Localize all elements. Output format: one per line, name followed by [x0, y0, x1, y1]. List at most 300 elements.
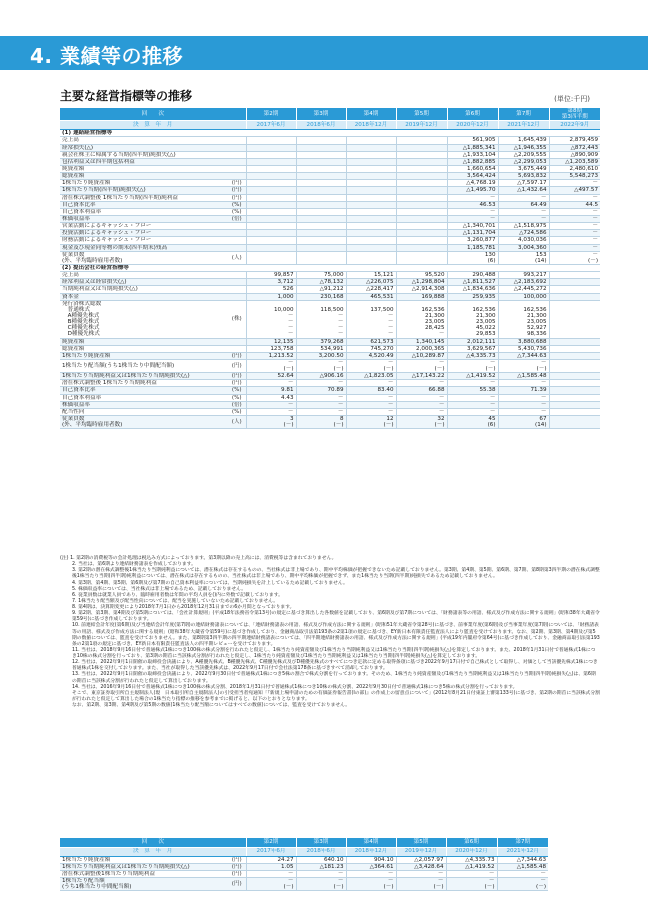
value-cell: [396, 173, 447, 180]
row-unit: (%): [228, 394, 246, 401]
value-cell: △2,057.97: [396, 856, 446, 863]
value-cell: [246, 230, 296, 237]
value-cell: － (－): [246, 359, 296, 372]
value-cell: [549, 401, 600, 408]
date-header: 2019年12月: [396, 847, 446, 856]
value-cell: [346, 194, 396, 201]
value-cell: 3 (－): [246, 416, 296, 429]
value-cell: △91,212: [296, 286, 346, 293]
period-header: 第3期: [296, 108, 346, 121]
row-label: 1株当たり当期(四半期)純損失(△): [60, 187, 228, 194]
table-row: [60, 272, 600, 279]
value-cell: －: [549, 237, 600, 244]
value-cell: －: [346, 401, 396, 408]
reference-table: [60, 838, 548, 891]
row-label: 経常損失(△): [60, 144, 228, 151]
note-item: 5. 株価収益率については、当社株式は非上場であるため、記載しておりません。: [72, 586, 246, 592]
value-cell: 130 (6): [447, 251, 498, 264]
value-cell: △872,443: [549, 144, 600, 151]
value-cell: △7,344.63: [498, 352, 549, 359]
value-cell: [396, 194, 447, 201]
value-cell: △17,143.22: [396, 373, 447, 380]
value-cell: △1,946,355: [498, 144, 549, 151]
row-unit: [228, 223, 246, 230]
value-cell: [346, 208, 396, 215]
value-cell: [346, 237, 396, 244]
period-header: 第2期: [246, 838, 296, 847]
value-cell: 8 (－): [296, 416, 346, 429]
row-label: 経常利益又は経常損失(△): [60, 279, 228, 286]
table-row: [60, 401, 600, 408]
value-cell: [549, 359, 600, 372]
value-cell: [549, 286, 600, 293]
header-date-row: [60, 847, 548, 856]
value-cell: －: [447, 208, 498, 215]
date-header-label: 決 算 年 月: [60, 847, 246, 856]
value-cell: △1,495.70: [447, 187, 498, 194]
table-row: [60, 293, 600, 300]
value-cell: －: [346, 394, 396, 401]
value-cell: － (－): [396, 359, 447, 372]
row-label: 資本金: [60, 293, 228, 300]
value-cell: [549, 373, 600, 380]
value-cell: － (－): [396, 877, 446, 890]
row-label: 包括利益又は四半期包括利益: [60, 158, 228, 165]
value-cell: 993,217: [498, 272, 549, 279]
value-cell: [549, 279, 600, 286]
value-cell: 45 (6): [447, 416, 498, 429]
period-header: 第3期: [296, 838, 346, 847]
row-unit: (円): [228, 352, 246, 359]
table-row: [60, 345, 600, 352]
value-cell: 162,536 21,300 23,005 45,022 29,853: [447, 300, 498, 338]
row-unit: (株): [228, 300, 246, 338]
value-cell: [246, 208, 296, 215]
value-cell: 3,260,877: [447, 237, 498, 244]
row-label: 売上高: [60, 137, 228, 144]
table-row: [60, 237, 600, 244]
value-cell: 123,758: [246, 345, 296, 352]
table-row: [60, 286, 600, 293]
row-label: 1株当たり純資産額: [60, 856, 228, 863]
note-item: 11. 当社は、2018年9月16日付で普通株式1株につき100株の株式分割を行われたと仮定し、1株当たり純資産額及び1株当たり当期純利益又は1株当たり当期(四半期)純損失(△)を算定しております。また、2018年1月31日付で普通株式1株につき10株の株式分割を行っており、第3期の期首に当該株式分割が行われたと仮定し、1株当たり純資産額及び1株当たり当期純利益又は1株当たり当期(四半期)純損失(△)を算定しております。: [72, 647, 596, 659]
value-cell: [396, 244, 447, 251]
value-cell: △4,768.19: [447, 180, 498, 187]
row-unit: [228, 293, 246, 300]
value-cell: [246, 244, 296, 251]
table-row: [60, 877, 548, 890]
value-cell: － (－): [497, 877, 548, 890]
value-cell: 534,991: [296, 345, 346, 352]
row-label: 現金及び現金同等物の期末(四半期末)残高: [60, 244, 228, 251]
value-cell: 70.89: [296, 387, 346, 394]
table-row: [60, 279, 600, 286]
date-header: 2021年12月: [497, 847, 548, 856]
row-label: 売上高: [60, 272, 228, 279]
value-cell: △226,075: [346, 279, 396, 286]
value-cell: －: [346, 870, 396, 877]
row-label: 自己資本比率: [60, 201, 228, 208]
date-header: 2018年6月: [296, 847, 346, 856]
value-cell: 3,004,360: [498, 244, 549, 251]
value-cell: [246, 151, 296, 158]
value-cell: △228,417: [346, 286, 396, 293]
row-unit: (%): [228, 387, 246, 394]
value-cell: －: [246, 408, 296, 415]
note-item: 13. 当社は、2022年9月1日開催の取締役会決議により、2022年9月30日付で普通株式1株につき5株の割合で株式分割を行っております。そのため、1株当たり純資産額及び1株当たり当期純利益又は1株当たり当期(四半期)純損失(△)は、第6期の期首に当該株式分割が行われたと仮定して算出しております。: [72, 672, 596, 684]
value-cell: [246, 201, 296, 208]
value-cell: 465,531: [346, 293, 396, 300]
value-cell: [549, 345, 600, 352]
row-unit: (円): [228, 373, 246, 380]
value-cell: 32 (－): [396, 416, 447, 429]
value-cell: －: [447, 380, 498, 387]
value-cell: － (－): [296, 359, 346, 372]
table-row: [60, 870, 548, 877]
value-cell: [396, 144, 447, 151]
date-header: 2018年12月: [346, 847, 396, 856]
value-cell: [396, 187, 447, 194]
row-unit: [228, 173, 246, 180]
value-cell: 904.10: [346, 856, 396, 863]
value-cell: 379,268: [296, 338, 346, 345]
note-item: 6. 従業員数は就業人員であり、臨時雇用者数は年間の平均人員を()内に外数で記載しております。: [72, 592, 283, 598]
value-cell: [396, 137, 447, 144]
value-cell: △1,203,589: [549, 158, 600, 165]
value-cell: [246, 237, 296, 244]
row-label: 投資活動によるキャッシュ・フロー: [60, 230, 228, 237]
table-row: [60, 416, 600, 429]
table-row: [60, 251, 600, 264]
row-unit: [228, 237, 246, 244]
header-period-row: [60, 108, 600, 121]
value-cell: 2,000,365: [396, 345, 447, 352]
value-cell: － (－): [246, 877, 296, 890]
table-row: [60, 338, 600, 345]
date-header: 2017年6月: [246, 847, 296, 856]
value-cell: －: [447, 215, 498, 222]
value-cell: 118,500 － － － －: [296, 300, 346, 338]
row-unit: [228, 144, 246, 151]
value-cell: 1.05: [246, 863, 296, 870]
date-header: 2020年12月: [446, 847, 497, 856]
date-header: 2020年12月: [447, 121, 498, 130]
value-cell: －: [497, 870, 548, 877]
value-cell: [396, 201, 447, 208]
row-unit: (円): [228, 194, 246, 201]
value-cell: [346, 165, 396, 172]
value-cell: [396, 230, 447, 237]
row-unit: [228, 137, 246, 144]
banner-title: 4. 業績等の推移: [30, 44, 183, 68]
value-cell: 4,030,036: [498, 237, 549, 244]
value-cell: 46.53: [447, 201, 498, 208]
value-cell: [296, 137, 346, 144]
value-cell: － (－): [446, 877, 497, 890]
value-cell: －: [498, 401, 549, 408]
table-row: [60, 387, 600, 394]
row-label: 1株当たり当期純利益又は1株当たり当期純損失(△): [60, 373, 228, 380]
value-cell: 290,488: [447, 272, 498, 279]
row-unit: (%): [228, 201, 246, 208]
value-cell: △1,432.64: [498, 187, 549, 194]
row-label: 1株当たり純資産額: [60, 180, 228, 187]
value-cell: [296, 165, 346, 172]
value-cell: △724,586: [498, 230, 549, 237]
value-cell: 4.43: [246, 394, 296, 401]
table-row: [60, 373, 600, 380]
note-item: 12. 当社は、2022年9月1日開催の取締役会決議により、A種優先株式、B種優先株式、C種優先株式及びD種優先株式のすべてにつき定款に定める取得条項に基づき2022年9月17日付で自己株式として取得し、対価として当該優先株式1株につき普通株式1株を交付しております。また、当社が取得した当該優先株式は、2022年9月17日付で会社法第178条に基づきすべて消却しております。: [72, 660, 598, 672]
row-unit: (倍): [228, 401, 246, 408]
value-cell: △1,518,975: [498, 223, 549, 230]
value-cell: －: [296, 394, 346, 401]
period-header: 第5期: [396, 108, 447, 121]
value-cell: [549, 387, 600, 394]
value-cell: 15,121: [346, 272, 396, 279]
value-cell: 5,548,273: [549, 173, 600, 180]
value-cell: 230,168: [296, 293, 346, 300]
value-cell: 561,905: [447, 137, 498, 144]
value-cell: －: [447, 408, 498, 415]
value-cell: △7,344.63: [497, 856, 548, 863]
table-row: [60, 394, 600, 401]
row-unit: (%): [228, 208, 246, 215]
date-header: 2022年9月: [549, 121, 600, 130]
period-header: 第8期 第3四半期: [549, 108, 600, 121]
value-cell: －: [447, 394, 498, 401]
value-cell: －: [296, 408, 346, 415]
value-cell: [396, 215, 447, 222]
note-item: そこで、東京証券取引所自主規制法人(現 日本取引所自主規制法人)の引受担当者宛通知「『新規上場申請のための有価証券報告書(Ⅰの部)』の作成上の留意点について」(2012年8月21日付東証上審第133号)に基づき、第2期の期首に当該株式分割が行われたと仮定して算出した場合の1株当たり指標の推移を参考までに掲げると、以下のとおりとなります。: [72, 690, 600, 702]
value-cell: 1,340,145: [396, 338, 447, 345]
value-cell: 2,879,459: [549, 137, 600, 144]
value-cell: [346, 244, 396, 251]
row-unit: (人): [228, 251, 246, 264]
header-period-row: [60, 838, 548, 847]
value-cell: △1,585.48: [497, 863, 548, 870]
date-header: 2018年6月: [296, 121, 346, 130]
value-cell: [346, 173, 396, 180]
value-cell: 745,270: [346, 345, 396, 352]
note-item: (注) 1. 第2期の消費税等の会計処理は税込み方式によっております。第3期以降の売上高には、消費税等は含まれておりません。: [60, 556, 337, 561]
value-cell: △1,298,804: [396, 279, 447, 286]
value-cell: △1,585.48: [498, 373, 549, 380]
value-cell: △3,428.64: [396, 863, 446, 870]
value-cell: △1,811,527: [447, 279, 498, 286]
row-label: 純資産額: [60, 338, 228, 345]
value-cell: 640.10: [296, 856, 346, 863]
row-label: 従業員数 (外、平均臨時雇用者数): [60, 416, 228, 429]
value-cell: 1,185,781: [447, 244, 498, 251]
date-header: 2019年12月: [396, 121, 447, 130]
row-label: 株価収益率: [60, 215, 228, 222]
value-cell: [549, 408, 600, 415]
value-cell: －: [498, 394, 549, 401]
value-cell: －: [296, 401, 346, 408]
value-cell: [246, 215, 296, 222]
value-cell: 3,675,449: [498, 165, 549, 172]
value-cell: －: [296, 870, 346, 877]
row-label: 1株当たり配当額(うち1株当たり中間配当額): [60, 359, 228, 372]
table-row: [60, 380, 600, 387]
value-cell: △2,183,692: [498, 279, 549, 286]
row-unit: [228, 286, 246, 293]
table-row: [60, 408, 600, 415]
row-label: 当期純利益又は当期純損失(△): [60, 286, 228, 293]
period-header: 第4期: [346, 108, 396, 121]
note-item: なお、第2期、第3期、第4期及び第5期の数値(1株当たり配当額についてはすべての数値)については、監査を受けておりません。: [72, 703, 351, 708]
value-cell: 44.5: [549, 201, 600, 208]
value-cell: －: [396, 870, 446, 877]
value-cell: 5,693,832: [498, 173, 549, 180]
value-cell: 52.64: [246, 373, 296, 380]
table-row: [60, 151, 600, 158]
value-cell: 3,712: [246, 279, 296, 286]
value-cell: －: [498, 215, 549, 222]
row-label: 配当性向: [60, 408, 228, 415]
value-cell: [246, 173, 296, 180]
table-row: [60, 244, 600, 251]
value-cell: －: [396, 401, 447, 408]
value-cell: △1,823.05: [346, 373, 396, 380]
value-cell: [246, 251, 296, 264]
value-cell: [549, 380, 600, 387]
value-cell: [246, 223, 296, 230]
value-cell: 4,520.49: [346, 352, 396, 359]
note-item: 7. 1株当たり配当額及び配当性向については、配当を実施していないため記載しておりません。: [72, 598, 279, 604]
table-row: [60, 300, 600, 338]
value-cell: 162,536 21,300 23,005 28,425 －: [396, 300, 447, 338]
value-cell: [396, 158, 447, 165]
table-row: [60, 352, 600, 359]
value-cell: [346, 137, 396, 144]
value-cell: [246, 137, 296, 144]
value-cell: 99,857: [246, 272, 296, 279]
value-cell: △78,132: [296, 279, 346, 286]
row-unit: (倍): [228, 215, 246, 222]
row-unit: (人): [228, 416, 246, 429]
value-cell: 55.38: [447, 387, 498, 394]
value-cell: △497.57: [549, 187, 600, 194]
note-item: 8. 第4期は、決算期変更により2018年7月1日から2018年12月31日までの6か月間となっております。: [72, 605, 295, 610]
value-cell: [549, 300, 600, 338]
value-cell: 1,213.52: [246, 352, 296, 359]
value-cell: 10,000 － － － －: [246, 300, 296, 338]
value-cell: [549, 272, 600, 279]
row-label: 従業員数 (外、平均臨時雇用者数): [60, 251, 228, 264]
value-cell: [296, 187, 346, 194]
value-cell: △10,289.87: [396, 352, 447, 359]
row-unit: (円): [228, 870, 246, 877]
table-row: [60, 201, 600, 208]
row-label: 株価収益率: [60, 401, 228, 408]
row-label: 自己資本利益率: [60, 208, 228, 215]
value-cell: △4,335.73: [447, 352, 498, 359]
value-cell: △7,597.17: [498, 180, 549, 187]
section-heading-row: [60, 264, 600, 271]
value-cell: △181.23: [296, 863, 346, 870]
period-header: 第6期: [447, 108, 498, 121]
value-cell: △2,914,308: [396, 286, 447, 293]
value-cell: 162,536 21,300 23,005 52,927 98,336: [498, 300, 549, 338]
value-cell: －: [246, 401, 296, 408]
row-unit: (円): [228, 380, 246, 387]
row-unit: [228, 165, 246, 172]
value-cell: △1,340,701: [447, 223, 498, 230]
value-cell: －: [498, 380, 549, 387]
value-cell: － (－): [296, 877, 346, 890]
value-cell: －: [246, 870, 296, 877]
value-cell: －: [396, 408, 447, 415]
section-heading: (2) 提出会社の経営指標等: [60, 264, 600, 271]
value-cell: △1,131,704: [447, 230, 498, 237]
value-cell: △4,335.73: [446, 856, 497, 863]
row-label: 1株当たり配当額 (うち1株当たり中間配当額): [60, 877, 228, 890]
value-cell: [246, 144, 296, 151]
value-cell: [396, 237, 447, 244]
value-cell: [296, 144, 346, 151]
value-cell: [246, 158, 296, 165]
value-cell: 12 (－): [346, 416, 396, 429]
value-cell: －: [498, 408, 549, 415]
value-cell: －: [549, 215, 600, 222]
value-cell: [396, 223, 447, 230]
value-cell: [346, 201, 396, 208]
note-item: 3. 第2期の潜在株式調整後1株当たり当期純利益については、潜在株式は存在するものの、当社株式は非上場であり、期中平均株価が把握できないため記載しておりません。第3期、第4期、第5期、第6期、第7期、第8期第3四半期の潜在株式調整後1株当たり当期(四半期)純利益については、潜在株式は存在するものの、当社株式は非上場であり、期中平均株価が把握できず、また1株当たり当期(四半期)純損失であるため記載しておりません。: [72, 568, 600, 580]
value-cell: 5,430,736: [498, 345, 549, 352]
value-cell: － (－): [346, 877, 396, 890]
table-row: [60, 144, 600, 151]
value-cell: [296, 151, 346, 158]
row-label: 総資産額: [60, 173, 228, 180]
section-heading: (1) 連結経営指標等: [60, 130, 600, 137]
value-cell: －: [447, 401, 498, 408]
value-cell: 3,629,567: [447, 345, 498, 352]
value-cell: [296, 158, 346, 165]
row-label: 総資産額: [60, 345, 228, 352]
value-cell: －: [447, 194, 498, 201]
value-cell: [346, 215, 396, 222]
table-row: [60, 863, 548, 870]
value-cell: －: [346, 380, 396, 387]
value-cell: 24.27: [246, 856, 296, 863]
value-cell: △2,209,555: [498, 151, 549, 158]
note-item: 10. 前連結会計年度(第6期)及び当連結会計年度(第7期)の連結財務諸表については、「連結財務諸表の用語、様式及び作成方法に関する規則」(昭和51年大蔵省令第28号)に基づき、前事業年度(第6期)及び当事業年度(第7期)については、「財務諸表等の用語、様式及び作成方法に関する規則」(昭和38年大蔵省令第59号)に基づき作成しており、金融商品取引法第193条の2第1項の規定に基づき、EY新日本有限責任監査法人により監査を受けております。なお、第2期、第3期、第4期及び第5期の数値については、監査を受けておりません。また、第8期第3四半期の四半期連結財務諸表については、「四半期連結財務諸表の用語、様式及び作成方法に関する規則」(平成19年内閣府令第64号)に基づき作成しており、金融商品取引法第193条の2第1項の規定に基づき、EY新日本有限責任監査法人の四半期レビューを受けております。: [72, 623, 600, 647]
value-cell: －: [549, 244, 600, 251]
row-unit: (円): [228, 180, 246, 187]
row-unit: (円): [228, 359, 246, 372]
value-cell: [246, 194, 296, 201]
value-cell: [346, 251, 396, 264]
table-row: [60, 223, 600, 230]
row-unit: [228, 158, 246, 165]
row-unit: [228, 345, 246, 352]
row-unit: [228, 279, 246, 286]
main-indicators-table: [60, 108, 600, 429]
value-cell: －: [498, 194, 549, 201]
period-header: 第7期: [498, 108, 549, 121]
date-header-label: 決 算 年 月: [60, 121, 246, 130]
value-cell: [296, 244, 346, 251]
value-cell: －: [296, 380, 346, 387]
value-cell: △2,299,053: [498, 158, 549, 165]
row-label: 潜在株式調整後 1株当たり当期純利益: [60, 380, 228, 387]
value-cell: － (－): [447, 359, 498, 372]
period-header: 第7期: [497, 838, 548, 847]
section-banner: [0, 36, 648, 70]
row-unit: [228, 338, 246, 345]
value-cell: 12,135: [246, 338, 296, 345]
